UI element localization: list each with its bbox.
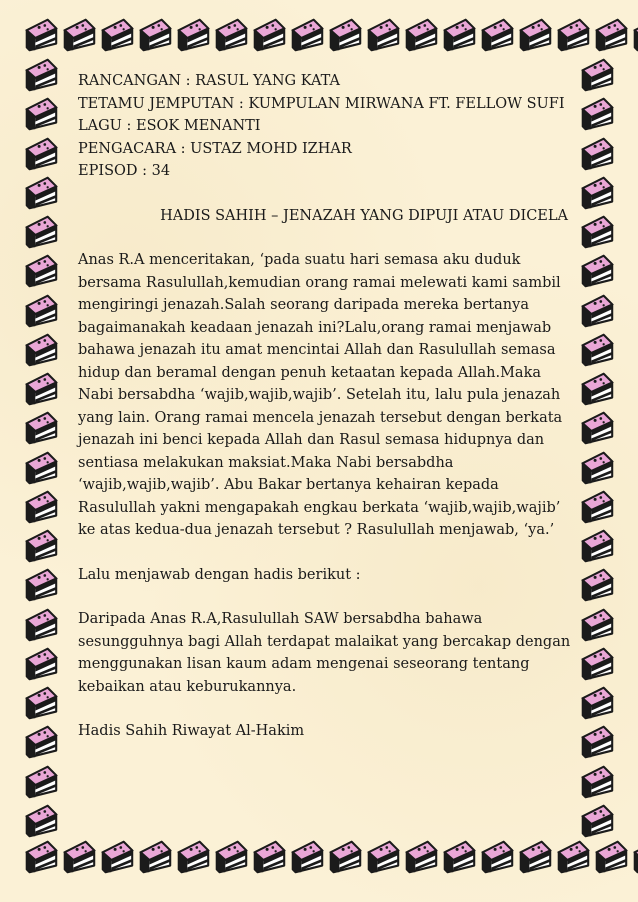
hadith-line: menggunakan lisan kaum adam mengenai seseorang tentang — [78, 656, 530, 672]
cake-slice-icon — [578, 488, 616, 526]
story-line: ‘wajib,wajib,wajib’. Abu Bakar bertanya kehairan kepada — [78, 477, 499, 493]
story-line: sentiasa melakukan maksiat.Maka Nabi bersabdha — [78, 454, 454, 471]
story-line: Anas R.A menceritakan, ‘pada suatu hari semasa aku duduk — [78, 252, 521, 268]
cake-slice-icon — [578, 331, 616, 369]
pengacara-line: PENGACARA : USTAZ MOHD IZHAR — [78, 140, 352, 157]
cake-slice-icon — [440, 16, 478, 54]
cake-slice-icon — [326, 16, 364, 54]
cake-slice-icon — [288, 838, 326, 876]
cake-slice-icon — [174, 838, 212, 876]
border-left — [22, 56, 62, 840]
cake-slice-icon — [578, 292, 616, 330]
cake-slice-icon — [554, 838, 592, 876]
cake-slice-icon — [22, 449, 60, 487]
episod-line: EPISOD : 34 — [78, 163, 171, 179]
story-line: Rasulullah yakni mengapakah engkau berkata ‘wajib,wajib,wajib’ — [78, 499, 561, 516]
cake-slice-icon — [22, 527, 60, 565]
story-line: mengiringi jenazah.Salah seorang daripada mereka bertanya — [78, 297, 529, 313]
source-line: Hadis Sahih Riwayat Al-Hakim — [78, 723, 305, 739]
cake-slice-icon — [578, 723, 616, 761]
rancangan-line: RANCANGAN : RASUL YANG KATA — [78, 73, 341, 89]
cake-slice-icon — [578, 95, 616, 133]
cake-slice-icon — [22, 252, 60, 290]
cake-slice-icon — [592, 16, 630, 54]
cake-slice-icon — [364, 16, 402, 54]
cake-slice-icon — [630, 16, 638, 54]
cake-slice-icon — [478, 838, 516, 876]
cake-slice-icon — [578, 802, 616, 840]
cake-slice-icon — [630, 838, 638, 876]
paragraph-intro — [78, 564, 568, 587]
cake-slice-icon — [578, 606, 616, 644]
hadith-line: sesungguhnya bagi Allah terdapat malaikat yang bercakap dengan — [78, 633, 571, 650]
cake-slice-icon — [578, 370, 616, 408]
program-details — [78, 70, 568, 183]
cake-slice-icon — [98, 838, 136, 876]
cake-slice-icon — [578, 252, 616, 290]
cake-slice-icon — [22, 802, 60, 840]
cake-slice-icon — [516, 838, 554, 876]
cake-slice-icon — [578, 645, 616, 683]
hadith-line: Daripada Anas R.A,Rasulullah SAW bersabdha bahawa — [78, 611, 483, 627]
cake-slice-icon — [516, 16, 554, 54]
cake-slice-icon — [136, 16, 174, 54]
cake-slice-icon — [60, 838, 98, 876]
cake-slice-icon — [174, 16, 212, 54]
intro-line: Lalu menjawab dengan hadis berikut : — [78, 566, 361, 583]
lagu-line: LAGU : ESOK MENANTI — [78, 118, 261, 134]
cake-slice-icon — [60, 16, 98, 54]
cake-slice-icon — [22, 488, 60, 526]
cake-slice-icon — [22, 16, 60, 54]
cake-slice-icon — [578, 449, 616, 487]
cake-slice-icon — [212, 838, 250, 876]
cake-slice-icon — [578, 409, 616, 447]
story-line: Nabi bersabdha ‘wajib,wajib,wajib’. Setelah itu, lalu pula jenazah — [78, 387, 561, 403]
border-bottom — [22, 838, 618, 882]
cake-slice-icon — [22, 95, 60, 133]
cake-slice-icon — [22, 174, 60, 212]
cake-slice-icon — [578, 174, 616, 212]
story-line: jenazah ini benci kepada Allah dan Rasul semasa hidupnya dan — [78, 432, 545, 448]
cake-slice-icon — [288, 16, 326, 54]
cake-slice-icon — [402, 16, 440, 54]
tetamu-line: TETAMU JEMPUTAN : KUMPULAN MIRWANA FT. FELLOW SUFI — [78, 95, 565, 112]
story-line: bersama Rasulullah,kemudian orang ramai melewati kami sambil — [78, 274, 561, 291]
cake-slice-icon — [22, 838, 60, 876]
cake-slice-icon — [578, 763, 616, 801]
cake-slice-icon — [22, 292, 60, 330]
cake-slice-icon — [592, 838, 630, 876]
cake-slice-icon — [440, 838, 478, 876]
cake-slice-icon — [136, 838, 174, 876]
cake-slice-icon — [364, 838, 402, 876]
cake-slice-icon — [22, 370, 60, 408]
cake-slice-icon — [402, 838, 440, 876]
hadith-line: kebaikan atau keburukannya. — [78, 678, 297, 695]
border-top — [22, 16, 618, 60]
cake-slice-icon — [578, 684, 616, 722]
cake-slice-icon — [22, 723, 60, 761]
story-line: ke atas kedua-dua jenazah tersebut ? Rasulullah menjawab, ‘ya.’ — [78, 522, 555, 538]
cake-slice-icon — [554, 16, 592, 54]
cake-slice-icon — [22, 684, 60, 722]
hadith-title: HADIS SAHIH – JENAZAH YANG DIPUJI ATAU DICELA — [160, 207, 568, 224]
border-right — [578, 56, 618, 840]
cake-slice-icon — [250, 838, 288, 876]
story-line: hidup dan beramal dengan penuh ketaatan kepada Allah.Maka — [78, 364, 542, 381]
cake-slice-icon — [22, 409, 60, 447]
cake-slice-icon — [22, 135, 60, 173]
story-line: bagaimanakah keadaan jenazah ini?Lalu,orang ramai menjawab — [78, 319, 552, 336]
cake-slice-icon — [22, 645, 60, 683]
cake-slice-icon — [326, 838, 364, 876]
cake-slice-icon — [22, 331, 60, 369]
cake-slice-icon — [250, 16, 288, 54]
cake-slice-icon — [22, 566, 60, 604]
cake-slice-icon — [578, 213, 616, 251]
story-line: yang lain. Orang ramai mencela jenazah tersebut dengan berkata — [78, 409, 563, 426]
story-line: bahawa jenazah itu amat mencintai Allah dan Rasulullah semasa — [78, 342, 556, 358]
cake-slice-icon — [22, 606, 60, 644]
paragraph-hadith — [78, 608, 571, 698]
cake-slice-icon — [478, 16, 516, 54]
cake-slice-icon — [578, 135, 616, 173]
cake-slice-icon — [212, 16, 250, 54]
document-content — [78, 70, 571, 765]
cake-slice-icon — [98, 16, 136, 54]
paragraph-source — [78, 720, 568, 743]
cake-slice-icon — [22, 56, 60, 94]
cake-slice-icon — [578, 56, 616, 94]
cake-slice-icon — [578, 566, 616, 604]
cake-slice-icon — [22, 213, 60, 251]
paragraph-story — [78, 249, 568, 542]
cake-slice-icon — [578, 527, 616, 565]
cake-slice-icon — [22, 763, 60, 801]
